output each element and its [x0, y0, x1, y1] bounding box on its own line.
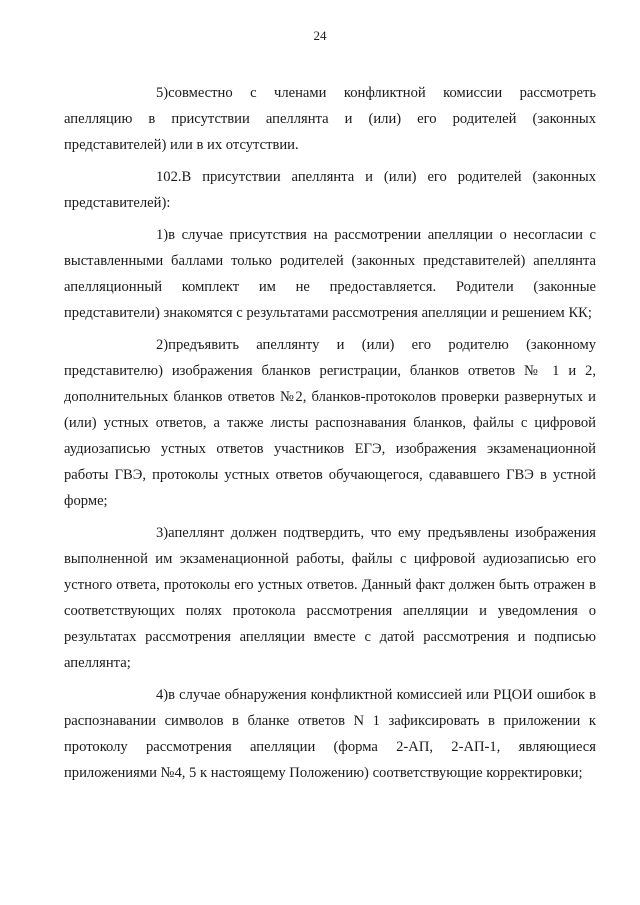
paragraph-item-2: [64, 332, 596, 514]
paragraph-text: предъявить апеллянту и (или) его родителю (законному представителю) изображения бланков регистрации, бланков ответов № 1 и 2, дополнительных бланков ответов №2, бланков-протоколов проверки развернутых и (или) устных ответов, а также листы распознавания бланков, файлы с цифровой аудиозаписью устных ответов участников ЕГЭ, изображения экзаменационной работы ГВЭ, протоколы устных ответов обучающегося, сдававшего ГВЭ в устной форме;: [64, 337, 596, 509]
paragraph-marker: 2): [156, 337, 169, 353]
paragraph-item-3: [64, 520, 596, 676]
paragraph-marker: 3): [156, 525, 169, 541]
paragraph-item-5: [64, 80, 596, 158]
paragraph-item-4: [64, 682, 596, 786]
paragraph-section-102: [64, 164, 596, 216]
paragraph-text: в случае обнаружения конфликтной комиссией или РЦОИ ошибок в распознавании символов в бланке ответов N 1 зафиксировать в приложении к протоколу рассмотрения апелляции (форма 2-АП, 2-АП-1, являющиеся приложениями №4, 5 к настоящему Положению) соответствующие корректировки;: [64, 687, 596, 781]
paragraph-text: в случае присутствия на рассмотрении апелляции о несогласии с выставленными баллами только родителей (законных представителей) апеллянта апелляционный комплект им не предоставляется. Родители (законные представители) знакомятся с результатами рассмотрения апелляции и решением КК;: [64, 227, 596, 321]
paragraph-text: В присутствии апеллянта и (или) его родителей (законных представителей):: [64, 169, 596, 211]
paragraph-marker: 102.: [156, 169, 182, 185]
paragraph-item-1: [64, 222, 596, 326]
paragraph-text: совместно с членами конфликтной комиссии рассмотреть апелляцию в присутствии апеллянта и (или) его родителей (законных представителей) или в их отсутствии.: [64, 85, 596, 153]
paragraph-marker: 5): [156, 85, 169, 101]
document-body: [64, 80, 596, 786]
paragraph-marker: 1): [156, 227, 169, 243]
page-number: 24: [313, 28, 327, 43]
paragraph-marker: 4): [156, 687, 169, 703]
paragraph-text: апеллянт должен подтвердить, что ему предъявлены изображения выполненной им экзаменационной работы, файлы с цифровой аудиозаписью его устного ответа, протоколы его устных ответов. Данный факт должен быть отражен в соответствующих полях протокола рассмотрения апелляции и уведомления о результатах рассмотрения апелляции вместе с датой рассмотрения и подписью апеллянта;: [64, 525, 596, 671]
